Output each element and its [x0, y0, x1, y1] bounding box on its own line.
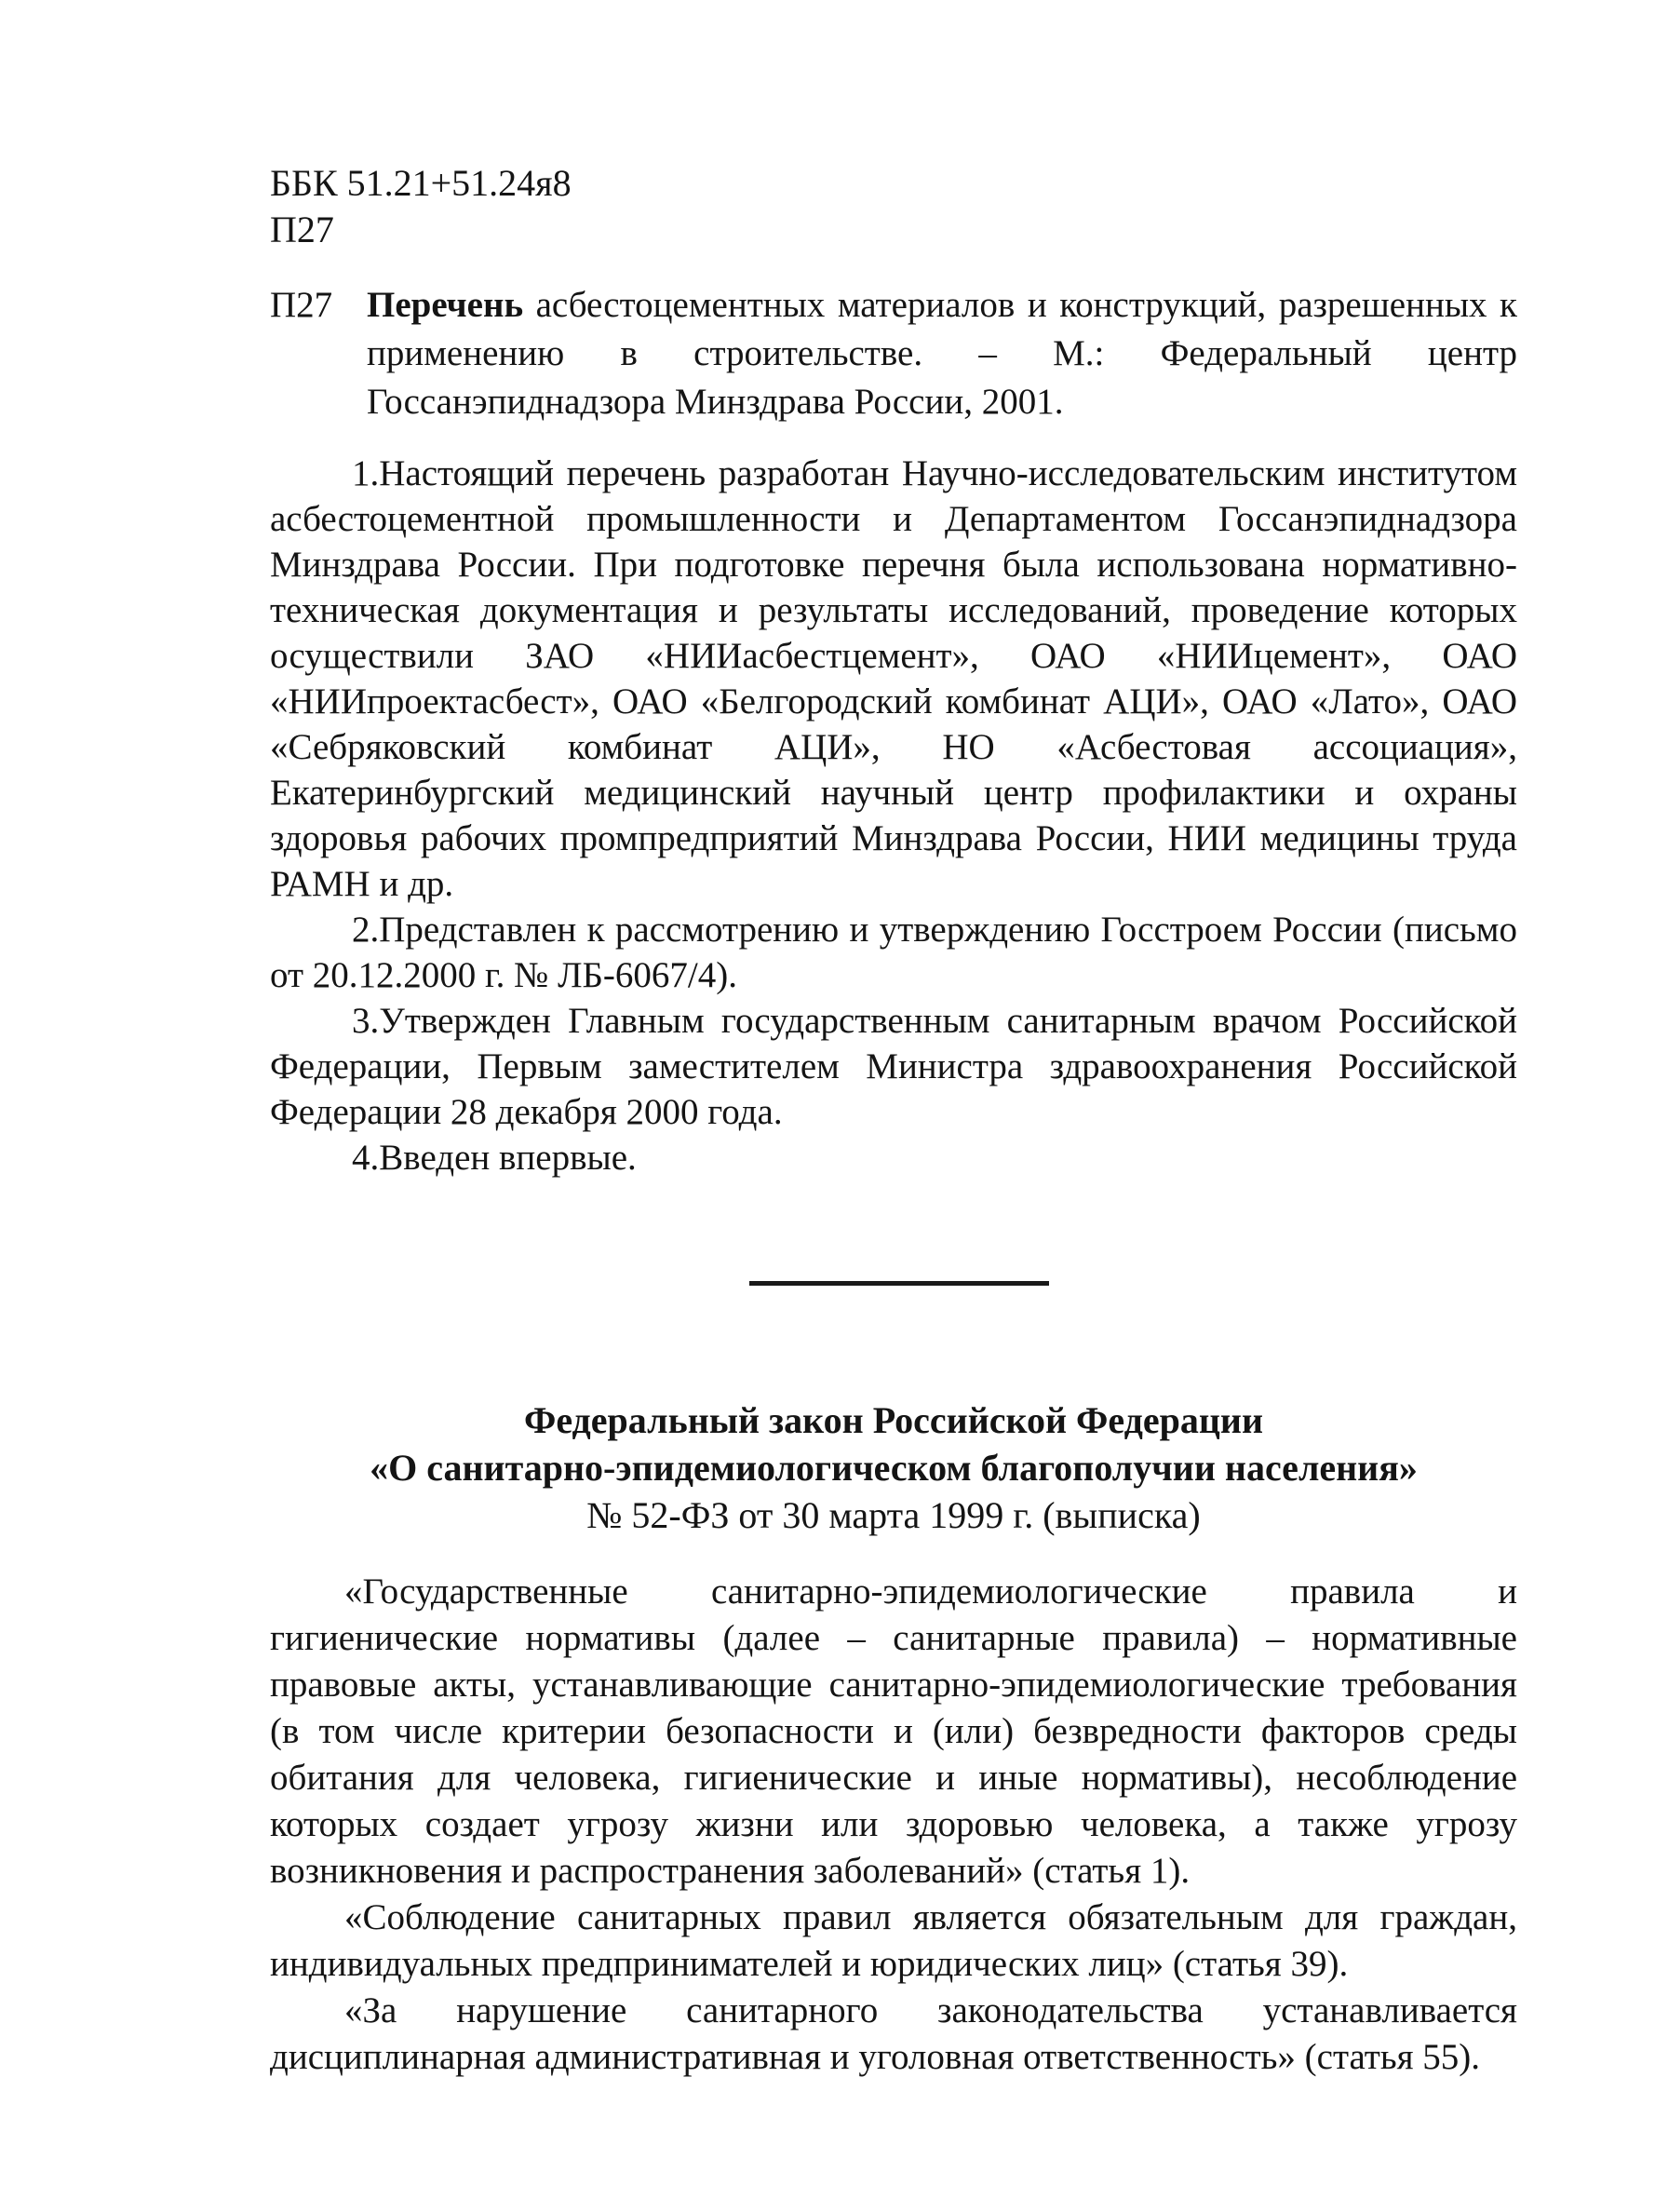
entry-details: асбестоцементных материалов и конструкций, разрешенных к применению в строительстве. – М.: Федеральный центр Госсанэпиднадзора Минздрава России, 2001. — [367, 285, 1517, 422]
law-reference: № 52-ФЗ от 30 марта 1999 г. (выписка) — [586, 1494, 1201, 1536]
law-heading — [270, 1396, 1517, 1539]
author-sign: П27 — [270, 209, 334, 250]
note-item: 4.Введен впервые. — [352, 1138, 637, 1178]
bibliographic-entry — [270, 281, 1517, 426]
law-title: Федеральный закон Российской Федерации — [523, 1399, 1264, 1441]
entry-code: П27 — [270, 285, 333, 325]
section-divider — [749, 1281, 1049, 1286]
note-item: 2.Представлен к рассмотрению и утверждению Госстроем России (письмо от 20.12.2000 г. № ЛБ-6067/4). — [270, 910, 1517, 995]
law-subtitle: «О санитарно-эпидемиологическом благополучии населения» — [370, 1447, 1418, 1489]
note-item: 3.Утвержден Главным государственным санитарным врачом Российской Федерации, Первым заместителем Министра здравоохранения Российской Федерации 28 декабря 2000 года. — [270, 1001, 1517, 1132]
law-excerpts — [270, 1569, 1517, 2081]
law-quote: «Государственные санитарно-эпидемиологические правила и гигиенические нормативы (далее – санитарные правила) – нормативные правовые акты, устанавливающие санитарно-эпидемиологические требования (в том числе критерии безопасности и (или) безвредности факторов среды обитания для человека, гигиенические и иные нормативы), несоблюдение которых создает угрозу жизни или здоровью человека, а также угрозу возникновения и распространения заболеваний» (статья 1). — [270, 1571, 1517, 1891]
bbk-code: ББК 51.21+51.24я8 — [270, 162, 572, 204]
law-quote: «За нарушение санитарного законодательства устанавливается дисциплинарная административная и уголовная ответственность» (статья 55). — [270, 1990, 1517, 2077]
library-classification — [270, 160, 572, 253]
entry-title: Перечень — [367, 285, 524, 325]
entry-description — [367, 281, 1517, 426]
law-quote: «Соблюдение санитарных правил является обязательным для граждан, индивидуальных предпринимателей и юридических лиц» (статья 39). — [270, 1897, 1517, 1984]
note-item: 1.Настоящий перечень разработан Научно-исследовательским институтом асбестоцементной промышленности и Департаментом Госсанэпиднадзора Минздрава России. При подготовке перечня была использована нормативно-техническая документация и результаты исследований, проведение которых осуществили ЗАО «НИИасбестцемент», ОАО «НИИцемент», ОАО «НИИпроектасбест», ОАО «Белгородский комбинат АЦИ», ОАО «Лато», ОАО «Себряковский комбинат АЦИ», НО «Асбестовая ассоциация», Екатеринбургский медицинский научный центр профилактики и охраны здоровья рабочих промпредприятий Минздрава России, НИИ медицины труда РАМН и др. — [270, 453, 1517, 904]
document-notes — [270, 451, 1517, 1180]
